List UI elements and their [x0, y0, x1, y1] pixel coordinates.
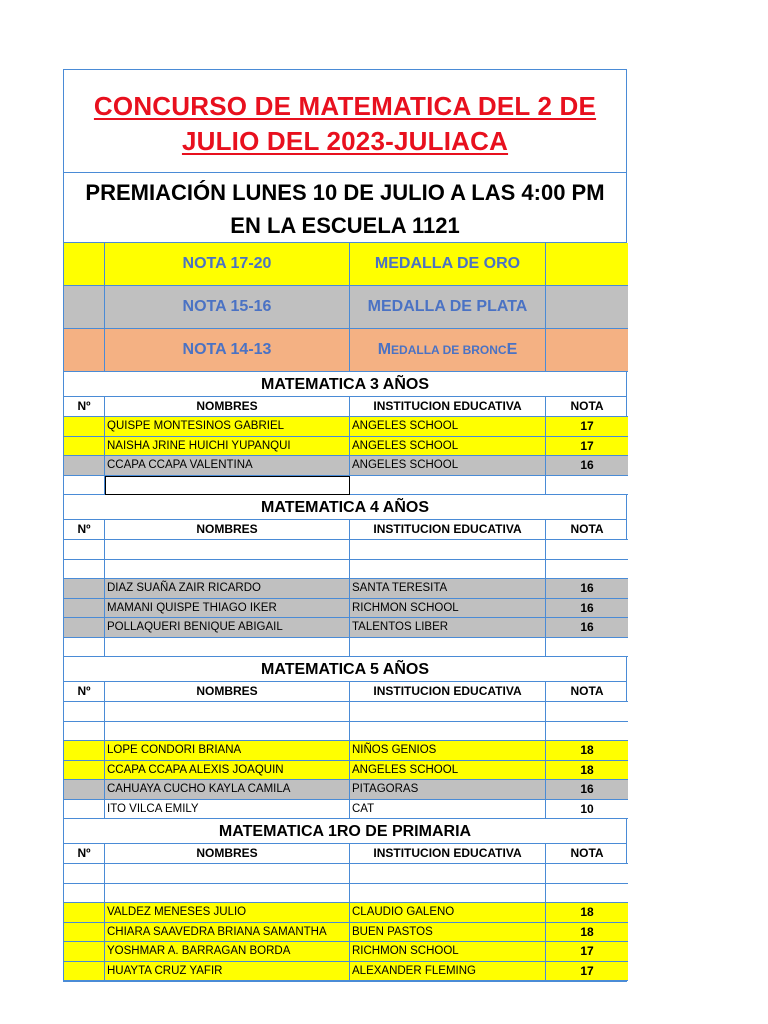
cell-num	[64, 800, 105, 820]
medal-row-bronze	[64, 329, 626, 372]
cell-school: CLAUDIO GALENO	[350, 903, 546, 923]
cell-empty	[64, 286, 105, 329]
cell-num	[64, 560, 105, 580]
header-grade: NOTA	[546, 682, 628, 702]
cell-grade: 17	[546, 437, 628, 457]
cell-name: MAMANI QUISPE THIAGO IKER	[105, 599, 350, 619]
cell-school	[350, 476, 546, 496]
cell-grade: 18	[546, 903, 628, 923]
cell-num	[64, 599, 105, 619]
cell-num	[64, 722, 105, 742]
cell-school	[350, 702, 546, 722]
cell-name: YOSHMAR A. BARRAGAN BORDA	[105, 942, 350, 962]
cell-name: NAISHA JRINE HUICHI YUPANQUI	[105, 437, 350, 457]
cell-name	[105, 476, 350, 496]
header-names: NOMBRES	[105, 520, 350, 540]
cell-grade: 16	[546, 618, 628, 638]
header-grade: NOTA	[546, 520, 628, 540]
cell-name	[105, 722, 350, 742]
cell-school	[350, 884, 546, 904]
cell-grade: 16	[546, 579, 628, 599]
cell-empty	[64, 329, 105, 372]
table-row	[64, 456, 626, 476]
cell-name	[105, 638, 350, 658]
cell-grade	[546, 638, 628, 658]
cell-num	[64, 761, 105, 781]
table-row	[64, 560, 626, 580]
medal-label-silver: MEDALLA DE PLATA	[350, 286, 546, 329]
cell-num	[64, 456, 105, 476]
cell-num	[64, 942, 105, 962]
header-school: INSTITUCION EDUCATIVA	[350, 520, 546, 540]
medal-label-bronze-last: E	[506, 341, 518, 358]
sections	[64, 372, 626, 981]
header-school: INSTITUCION EDUCATIVA	[350, 844, 546, 864]
table-row	[64, 599, 626, 619]
medal-row-silver	[64, 286, 626, 329]
subtitle-line-1: PREMIACIÓN LUNES 10 DE JULIO A LAS 4:00 PM	[85, 180, 605, 205]
subtitle-block	[64, 173, 626, 243]
cell-grade	[546, 476, 628, 496]
header-grade: NOTA	[546, 397, 628, 417]
cell-num	[64, 437, 105, 457]
header-school: INSTITUCION EDUCATIVA	[350, 397, 546, 417]
cell-grade: 17	[546, 942, 628, 962]
cell-grade: 16	[546, 599, 628, 619]
cell-grade: 17	[546, 962, 628, 982]
column-header-row	[64, 844, 626, 864]
table-row	[64, 540, 626, 560]
cell-num	[64, 638, 105, 658]
cell-school	[350, 638, 546, 658]
cell-num	[64, 702, 105, 722]
cell-num	[64, 741, 105, 761]
cell-school: RICHMON SCHOOL	[350, 599, 546, 619]
cell-num	[64, 780, 105, 800]
cell-name: VALDEZ MENESES JULIO	[105, 903, 350, 923]
header-names: NOMBRES	[105, 682, 350, 702]
cell-grade	[546, 540, 628, 560]
cell-school: BUEN PASTOS	[350, 923, 546, 943]
cell-school: RICHMON SCHOOL	[350, 942, 546, 962]
table-row	[64, 884, 626, 904]
header-num: Nº	[64, 397, 105, 417]
cell-num	[64, 476, 105, 496]
results-sheet	[63, 69, 627, 982]
cell-name: HUAYTA CRUZ YAFIR	[105, 962, 350, 982]
cell-name	[105, 884, 350, 904]
column-header-row	[64, 397, 626, 417]
cell-school: ANGELES SCHOOL	[350, 417, 546, 437]
section-title: MATEMATICA 5 AÑOS	[64, 657, 626, 682]
table-row	[64, 476, 626, 496]
medal-range-bronze: NOTA 14-13	[105, 329, 350, 372]
cell-empty	[546, 243, 628, 286]
cell-school: TALENTOS LIBER	[350, 618, 546, 638]
cell-school: ANGELES SCHOOL	[350, 437, 546, 457]
cell-name: LOPE CONDORI BRIANA	[105, 741, 350, 761]
header-grade: NOTA	[546, 844, 628, 864]
section-title: MATEMATICA 1RO DE PRIMARIA	[64, 819, 626, 844]
table-row	[64, 864, 626, 884]
cell-grade: 18	[546, 923, 628, 943]
medal-label-bronze-rest: EDALLA DE BRONC	[391, 343, 507, 357]
table-row	[64, 579, 626, 599]
cell-num	[64, 540, 105, 560]
cell-grade: 17	[546, 417, 628, 437]
cell-school	[350, 560, 546, 580]
medal-range-gold: NOTA 17-20	[105, 243, 350, 286]
table-row	[64, 638, 626, 658]
table-row	[64, 800, 626, 820]
cell-num	[64, 579, 105, 599]
header-num: Nº	[64, 844, 105, 864]
cell-school: CAT	[350, 800, 546, 820]
column-header-row	[64, 520, 626, 540]
table-row	[64, 702, 626, 722]
medal-label-bronze	[350, 329, 546, 372]
header-names: NOMBRES	[105, 397, 350, 417]
cell-school	[350, 540, 546, 560]
cell-grade	[546, 864, 628, 884]
cell-num	[64, 864, 105, 884]
title-block	[64, 70, 626, 173]
cell-empty	[64, 243, 105, 286]
cell-school: ALEXANDER FLEMING	[350, 962, 546, 982]
table-row	[64, 761, 626, 781]
cell-num	[64, 884, 105, 904]
cell-grade: 16	[546, 780, 628, 800]
cell-school: ANGELES SCHOOL	[350, 456, 546, 476]
cell-school: ANGELES SCHOOL	[350, 761, 546, 781]
cell-empty	[546, 329, 628, 372]
table-row	[64, 722, 626, 742]
section-title: MATEMATICA 3 AÑOS	[64, 372, 626, 397]
cell-school: SANTA TERESITA	[350, 579, 546, 599]
table-row	[64, 741, 626, 761]
column-header-row	[64, 682, 626, 702]
table-row	[64, 903, 626, 923]
cell-num	[64, 962, 105, 982]
cell-grade	[546, 722, 628, 742]
cell-num	[64, 618, 105, 638]
cell-num	[64, 903, 105, 923]
cell-grade	[546, 702, 628, 722]
section-title: MATEMATICA 4 AÑOS	[64, 495, 626, 520]
medal-label-bronze-first: M	[377, 341, 392, 358]
cell-grade	[546, 560, 628, 580]
table-row	[64, 437, 626, 457]
cell-name	[105, 864, 350, 884]
header-num: Nº	[64, 682, 105, 702]
cell-name: QUISPE MONTESINOS GABRIEL	[105, 417, 350, 437]
table-row	[64, 417, 626, 437]
cell-name: CAHUAYA CUCHO KAYLA CAMILA	[105, 780, 350, 800]
cell-grade: 16	[546, 456, 628, 476]
subtitle-line-2: EN LA ESCUELA 1121	[230, 213, 460, 238]
cell-name: CCAPA CCAPA ALEXIS JOAQUIN	[105, 761, 350, 781]
medal-range-silver: NOTA 15-16	[105, 286, 350, 329]
cell-name	[105, 540, 350, 560]
table-row	[64, 923, 626, 943]
header-num: Nº	[64, 520, 105, 540]
cell-num	[64, 417, 105, 437]
title-line-2: JULIO DEL 2023-JULIACA	[181, 126, 509, 156]
medal-label-gold: MEDALLA DE ORO	[350, 243, 546, 286]
cell-school	[350, 722, 546, 742]
cell-name	[105, 702, 350, 722]
cell-school	[350, 864, 546, 884]
cell-name: CHIARA SAAVEDRA BRIANA SAMANTHA	[105, 923, 350, 943]
cell-empty	[546, 286, 628, 329]
cell-name: ITO VILCA EMILY	[105, 800, 350, 820]
cell-grade: 18	[546, 761, 628, 781]
table-row	[64, 942, 626, 962]
header-names: NOMBRES	[105, 844, 350, 864]
cell-grade: 18	[546, 741, 628, 761]
medal-row-gold	[64, 243, 626, 286]
table-row	[64, 780, 626, 800]
header-school: INSTITUCION EDUCATIVA	[350, 682, 546, 702]
cell-name: DIAZ SUAÑA ZAIR RICARDO	[105, 579, 350, 599]
cell-name: CCAPA CCAPA VALENTINA	[105, 456, 350, 476]
cell-num	[64, 923, 105, 943]
title-line-1: CONCURSO DE MATEMATICA DEL 2 DE	[93, 91, 597, 121]
cell-name: POLLAQUERI BENIQUE ABIGAIL	[105, 618, 350, 638]
cell-grade	[546, 884, 628, 904]
cell-grade: 10	[546, 800, 628, 820]
cell-name	[105, 560, 350, 580]
table-row	[64, 962, 626, 982]
table-row	[64, 618, 626, 638]
cell-school: PITAGORAS	[350, 780, 546, 800]
cell-school: NIÑOS GENIOS	[350, 741, 546, 761]
